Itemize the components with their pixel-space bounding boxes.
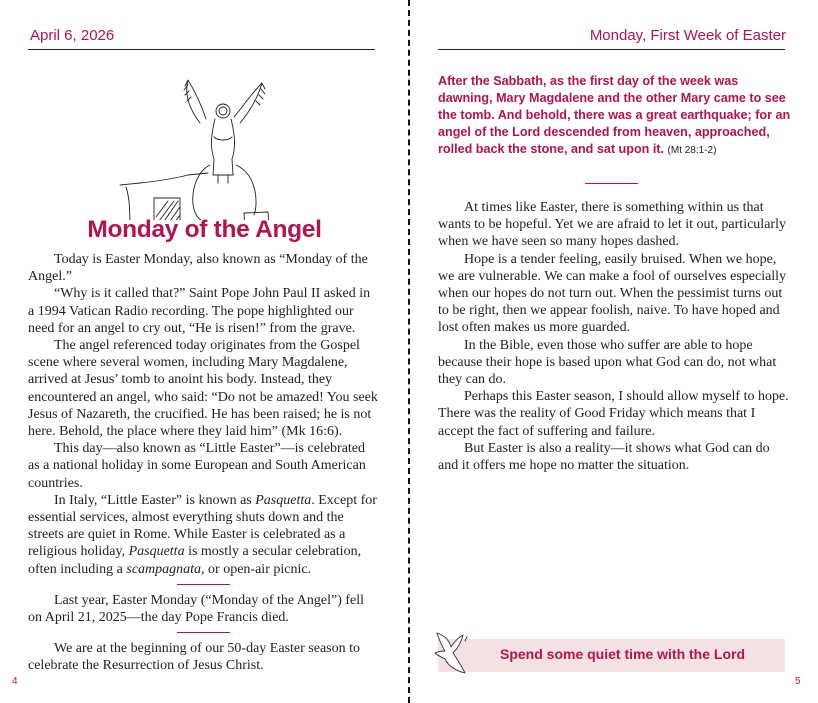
text-run: is mostly a secular celebration, often including a [28, 544, 362, 577]
right-page [409, 0, 818, 703]
left-body-text [28, 251, 378, 675]
italic-term: Pasquetta [255, 492, 312, 508]
section-separator [177, 584, 230, 585]
scripture-quote [438, 73, 793, 160]
text-run: In Italy, “Little Easter” is known as [54, 492, 256, 508]
page-number: 4 [12, 676, 18, 687]
paragraph: In the Bible, even those who suffer are able to hope because their hope is based upon what God can do, not what they can do. [438, 337, 777, 388]
section-separator [585, 183, 638, 184]
paragraph: This day—also known as “Little Easter”—is celebrated as a national holiday in some European and South American countries. [28, 441, 366, 491]
paragraph: Perhaps this Easter season, I should allow myself to hope. There was the reality of Good Friday which means that I accept the fact of suffering and failure. [438, 389, 789, 439]
paragraph: But Easter is also a reality—it shows what God can do and it offers me hope no matter the situation. [438, 440, 770, 474]
page-number: 5 [795, 676, 801, 687]
angel-tomb-illustration-icon [118, 75, 283, 220]
article-title: Monday of the Angel [87, 216, 322, 243]
paragraph: Hope is a tender feeling, easily bruised. When we hope, we are vulnerable. We can make a fool of ourselves especially when our hopes do not turn out. When the pessimist turns out to be right, then we appear foolish, naive. To have hoped and lost often makes us more guarded. [438, 251, 787, 336]
right-body-text [438, 199, 793, 474]
paragraph: The angel referenced today originates from the Gospel scene where several women, including Mary Magdalene, arrived at Jesus’ tomb to anoint his body. Instead, they encountered an angel, who said: “Do not be amazed! You seek Jesus of Nazareth, the crucified. He has been raised; he is not here. Behold, the place where they laid him” (Mk 16:6). [28, 338, 378, 440]
italic-term: Pasquetta [128, 544, 185, 560]
page-date: April 6, 2026 [30, 27, 115, 44]
paragraph-closing: We are at the beginning of our 50-day Easter season to celebrate the Resurrection of Jesus Christ. [28, 641, 360, 674]
header-rule [28, 49, 375, 50]
text-run: . Except for essential services, almost everything shuts down and the streets are quiet in Rome. While Easter is celebrated as a religious holiday, [28, 492, 377, 560]
paragraph-italy [28, 492, 378, 578]
paragraph: At times like Easter, there is something within us that wants to be hopeful. Yet we are afraid to let it out, particularly when we have seen so many hopes dashed. [438, 200, 786, 250]
dove-icon [431, 629, 471, 677]
section-separator [177, 632, 230, 633]
text-run: , or open-air picnic. [201, 561, 312, 577]
paragraph: Today is Easter Monday, also known as “Monday of the Angel.” [28, 252, 368, 285]
header-rule [438, 49, 785, 50]
paragraph: “Why is it called that?” Saint Pope John Paul II asked in a 1994 Vatican Radio recording. The pope highlighted our need for an angel to cry out, “He is risen!” from the grave. [28, 286, 371, 336]
italic-term: scampagnata [126, 561, 202, 577]
scripture-text: After the Sabbath, as the first day of the week was dawning, Mary Magdalene and the other Mary came to see the tomb. And behold, there was a great earthquake; for an angel of the Lord descended from heaven, approached, rolled back the stone, and sat upon it. [438, 74, 791, 156]
scripture-reference: (Mt 28:1-2) [667, 144, 717, 156]
paragraph-last-year: Last year, Easter Monday (“Monday of the Angel”) fell on April 21, 2025—the day Pope Francis died. [28, 592, 365, 626]
reflection-banner [438, 639, 785, 672]
liturgical-day-header: Monday, First Week of Easter [589, 27, 786, 44]
banner-text: Spend some quiet time with the Lord [500, 646, 746, 662]
